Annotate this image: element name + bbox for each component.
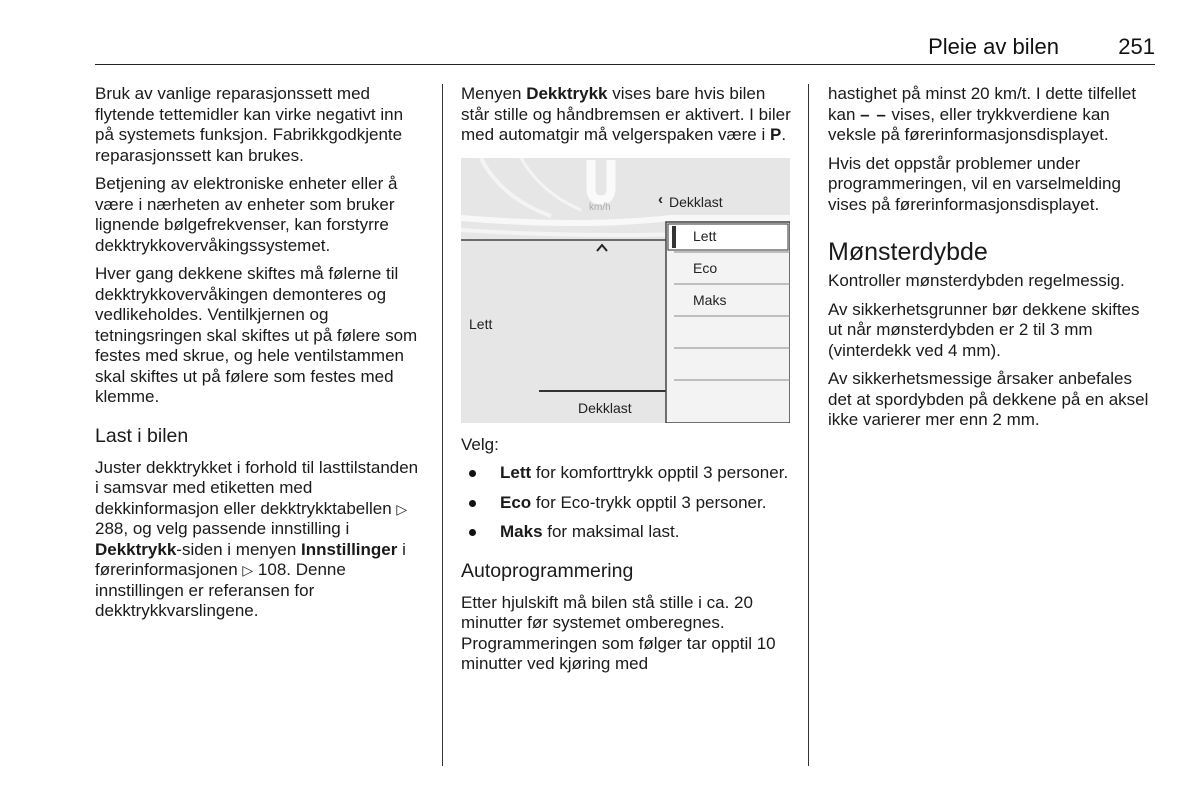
paragraph: Av sikkerhetsgrunner bør dekkene skiftes ut når mønsterdybden er 2 til 3 mm (vinterdekk ved 4 mm). — [828, 299, 1140, 360]
list-item: Eco for Eco-trykk opptil 3 personer. — [461, 493, 791, 514]
paragraph: Hver gang dekkene skiftes må følerne til dekktrykkovervåkingen demonteres og vedlikeholdes. Ventilkjernen og tetningsringen skal skiftes ut på følere som festes med skrue, og hele ventilstammen skal skiftes ut på følere som festes med klemme. — [95, 264, 418, 406]
paragraph: Juster dekktrykket i forhold til lasttilstanden i samsvar med etiketten med dekkinformasjon eller dekktrykktabellen ▷ 288, og velg passende innstilling i Dekktrykk-siden i menyen Innstillinger i førerinformasjonen ▷ 108. Denne innstillingen er referansen for dekktrykkvarslingene. — [95, 457, 419, 620]
bullet-icon — [469, 470, 476, 477]
section-heading-monsterdybde: Mønsterdybde — [828, 238, 988, 266]
display-background — [461, 158, 790, 423]
current-value: Lett — [469, 315, 493, 332]
column-divider — [808, 84, 809, 766]
paragraph: Menyen Dekktrykk vises bare hvis bilen står stille og håndbremsen er aktivert. I biler med automatgir må velgerspaken være i P. — [461, 84, 791, 144]
option-list — [461, 463, 791, 543]
section-heading-last: Last i bilen — [95, 424, 189, 447]
bullet-icon — [469, 500, 476, 507]
column-left — [95, 84, 423, 630]
page-header — [95, 32, 1155, 65]
page-title: Pleie av bilen — [928, 34, 1059, 59]
paragraph: Etter hjulskift må bilen stå stille i ca. 20 minutter før systemet omberegnes. Programmeringen som følger tar opptil 10 minutter ved kjøring med — [461, 592, 776, 673]
menu-title: Dekklast — [669, 193, 723, 210]
column-right — [828, 84, 1158, 439]
column-middle — [461, 84, 791, 683]
menu-term: Innstillinger — [301, 539, 398, 559]
paragraph: Av sikkerhetsmessige årsaker anbefales det at spordybden på dekkene på en aksel ikke varierer mer enn 2 mm. — [828, 369, 1149, 429]
paragraph: Velg: — [461, 434, 499, 454]
dash-symbol: – – — [860, 104, 887, 124]
menu-item-lett[interactable]: Lett — [693, 227, 717, 244]
back-chevron-icon: ‹ — [658, 190, 663, 208]
dekklast-display-figure — [461, 158, 790, 423]
page-reference-icon: ▷ — [242, 562, 254, 578]
page-reference: 108 — [257, 560, 287, 579]
column-divider — [442, 84, 443, 766]
section-heading-autoprogrammering: Autoprogrammering — [461, 559, 634, 582]
bullet-icon — [469, 529, 476, 536]
speed-unit: km/h — [589, 201, 611, 213]
page-number: 251 — [1118, 34, 1155, 59]
gear-position: P — [769, 125, 782, 144]
menu-term: Dekktrykk — [95, 539, 177, 559]
page-reference-icon: ▷ — [396, 500, 408, 517]
paragraph: Bruk av vanlige reparasjonssett med flytende tettemidler kan virke negativt inn på systemets funksjon. Fabrikkgodkjente reparasjonssett kan brukes. — [95, 84, 404, 165]
bottom-label: Dekklast — [578, 399, 632, 416]
menu-item-eco[interactable]: Eco — [693, 259, 718, 276]
menu-item-maks[interactable]: Maks — [693, 291, 727, 308]
speed-readout — [589, 160, 590, 181]
paragraph: Kontroller mønsterdybden regelmessig. — [828, 271, 1125, 290]
paragraph: Betjening av elektroniske enheter eller å være i nærheten av enheter som bruker lignende bølgefrekvenser, kan forstyrre dekktrykkovervåkingssystemet. — [95, 174, 398, 255]
paragraph: Hvis det oppstår problemer under programmeringen, vil en varselmelding vises på førerinformasjonsdisplayet. — [828, 153, 1121, 214]
list-item: Maks for maksimal last. — [461, 522, 791, 543]
page-reference: 288 — [95, 519, 124, 538]
paragraph: hastighet på minst 20 km/t. I dette tilfellet kan – – vises, eller trykkverdiene kan veksle på førerinformasjonsdisplayet. — [828, 84, 1137, 144]
list-item: Lett for komforttrykk opptil 3 personer. — [461, 463, 791, 484]
menu-term: Dekktrykk — [526, 84, 608, 103]
